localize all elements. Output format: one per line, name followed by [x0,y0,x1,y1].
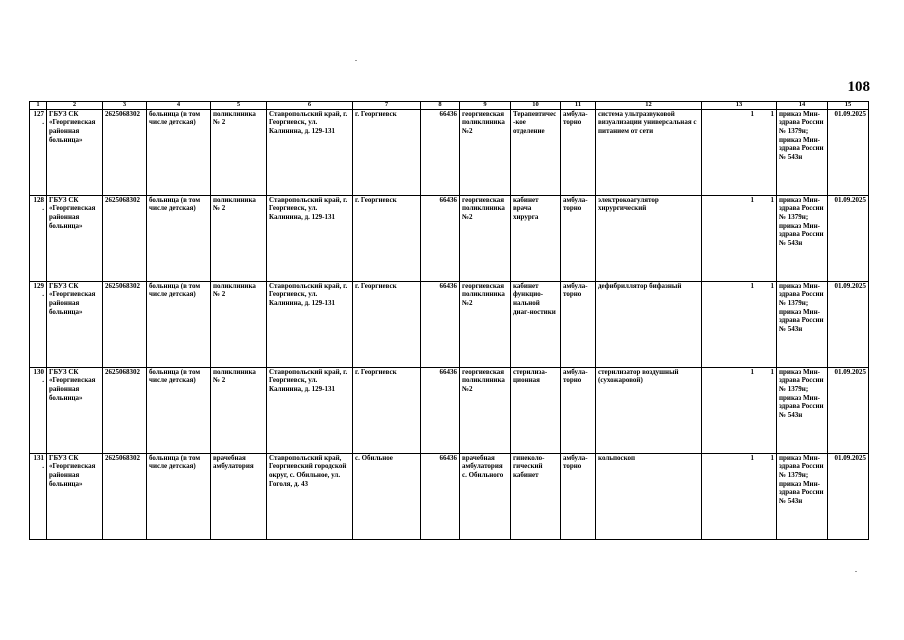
cell-n: 127. [30,109,47,195]
cell-type: больница (в том числе детская) [147,195,211,281]
cell-inn: 2625068302 [103,195,147,281]
cell-date: 01.09.2025 [828,453,869,539]
cell-address: Ставропольский край, г. Георгиевск, ул. Калинина, д. 129-131 [267,367,353,453]
cell-dept: Терапевтичес-кое отделение [511,109,561,195]
cell-org: ГБУЗ СК «Георгиевская районная больница» [47,281,103,367]
cell-c13-right: 1 [770,281,774,290]
cell-c13-left: 1 [750,367,754,376]
column-header: 7 [353,102,421,110]
cell-n: 130. [30,367,47,453]
column-header: 10 [511,102,561,110]
cell-date: 01.09.2025 [828,367,869,453]
cell-c13 [702,281,777,367]
table-row [30,195,869,281]
cell-c13 [702,195,777,281]
cell-date: 01.09.2025 [828,281,869,367]
cell-unit: поликлиника № 2 [211,281,267,367]
cell-unit: поликлиника № 2 [211,195,267,281]
column-header: 3 [103,102,147,110]
column-header: 4 [147,102,211,110]
cell-c13-right: 1 [770,195,774,204]
cell-date: 01.09.2025 [828,109,869,195]
cell-n: 131. [30,453,47,539]
cell-sub: георгиевская поликлиника №2 [460,367,511,453]
cell-code: 66436 [421,453,460,539]
cell-c13-right: 1 [770,109,774,118]
cell-sub: георгиевская поликлиника №2 [460,109,511,195]
cell-equipment: стерилизатор воздушный (сухожаровой) [596,367,702,453]
cell-order: приказ Мин-здрава России № 1379н; приказ Мин-здрава России № 543н [777,109,828,195]
column-header: 11 [561,102,596,110]
cell-equipment: электрокоагулятор хирургический [596,195,702,281]
cell-c13-left: 1 [750,195,754,204]
column-header: 1 [30,102,47,110]
column-header: 14 [777,102,828,110]
cell-c13 [702,109,777,195]
page-number: 108 [847,79,870,95]
cell-city: г. Георгиевск [353,109,421,195]
cell-inn: 2625068302 [103,367,147,453]
cell-city: г. Георгиевск [353,195,421,281]
cell-code: 66436 [421,195,460,281]
cell-date: 01.09.2025 [828,195,869,281]
cell-form: амбула-торно [561,109,596,195]
cell-form: амбула-торно [561,195,596,281]
cell-type: больница (в том числе детская) [147,453,211,539]
table-row [30,367,869,453]
column-header: 9 [460,102,511,110]
cell-unit: поликлиника № 2 [211,367,267,453]
cell-dept: стерилиза-ционная [511,367,561,453]
cell-org: ГБУЗ СК «Георгиевская районная больница» [47,453,103,539]
cell-c13-right: 1 [770,453,774,462]
column-header: 5 [211,102,267,110]
cell-dept: гинеколо-гический кабинет [511,453,561,539]
cell-equipment: дефибриллятор бифазный [596,281,702,367]
cell-c13 [702,453,777,539]
column-header: 8 [421,102,460,110]
column-header: 6 [267,102,353,110]
table-row [30,453,869,539]
cell-order: приказ Мин-здрава России № 1379н; приказ Мин-здрава России № 543н [777,281,828,367]
table-row [30,109,869,195]
cell-c13-left: 1 [750,281,754,290]
cell-sub: георгиевская поликлиника №2 [460,281,511,367]
cell-inn: 2625068302 [103,109,147,195]
cell-dept: кабинет врача хирурга [511,195,561,281]
document-table [29,101,869,540]
cell-address: Ставропольский край, г. Георгиевск, ул. Калинина, д. 129-131 [267,195,353,281]
cell-inn: 2625068302 [103,281,147,367]
cell-equipment: система ультразвуковой визуализации универсальная с питанием от сети [596,109,702,195]
cell-code: 66436 [421,109,460,195]
cell-n: 129. [30,281,47,367]
column-header: 12 [596,102,702,110]
scan-speck [855,571,857,572]
table-body [30,109,869,539]
column-header: 2 [47,102,103,110]
cell-order: приказ Мин-здрава России № 1379н; приказ Мин-здрава России № 543н [777,367,828,453]
cell-org: ГБУЗ СК «Георгиевская районная больница» [47,109,103,195]
cell-equipment: кольпоскоп [596,453,702,539]
column-header: 13 [702,102,777,110]
cell-type: больница (в том числе детская) [147,109,211,195]
cell-code: 66436 [421,281,460,367]
cell-org: ГБУЗ СК «Георгиевская районная больница» [47,367,103,453]
cell-c13-left: 1 [750,453,754,462]
cell-dept: кабинет функцио-нальной диаг-ностики [511,281,561,367]
cell-unit: поликлиника № 2 [211,109,267,195]
cell-type: больница (в том числе детская) [147,281,211,367]
cell-c13-right: 1 [770,367,774,376]
cell-form: амбула-торно [561,453,596,539]
header-row [30,102,869,110]
table-row [30,281,869,367]
cell-code: 66436 [421,367,460,453]
cell-order: приказ Мин-здрава России № 1379н; приказ Мин-здрава России № 543н [777,453,828,539]
cell-address: Ставропольский край, г. Георгиевск, ул. Калинина, д. 129-131 [267,109,353,195]
column-header: 15 [828,102,869,110]
cell-form: амбула-торно [561,281,596,367]
cell-city: г. Георгиевск [353,281,421,367]
scan-speck [355,60,357,61]
cell-order: приказ Мин-здрава России № 1379н; приказ Мин-здрава России № 543н [777,195,828,281]
cell-city: г. Георгиевск [353,367,421,453]
cell-c13 [702,367,777,453]
cell-address: Ставропольский край, г. Георгиевск, ул. Калинина, д. 129-131 [267,281,353,367]
cell-sub: георгиевская поликлиника №2 [460,195,511,281]
cell-c13-left: 1 [750,109,754,118]
cell-form: амбула-торно [561,367,596,453]
cell-unit: врачебная амбулатория [211,453,267,539]
cell-org: ГБУЗ СК «Георгиевская районная больница» [47,195,103,281]
cell-address: Ставропольский край, Георгиевский городской округ, с. Обильное, ул. Гоголя, д. 43 [267,453,353,539]
cell-n: 128. [30,195,47,281]
cell-city: с. Обильное [353,453,421,539]
cell-inn: 2625068302 [103,453,147,539]
cell-type: больница (в том числе детская) [147,367,211,453]
cell-sub: врачебная амбулатория с. Обильного [460,453,511,539]
